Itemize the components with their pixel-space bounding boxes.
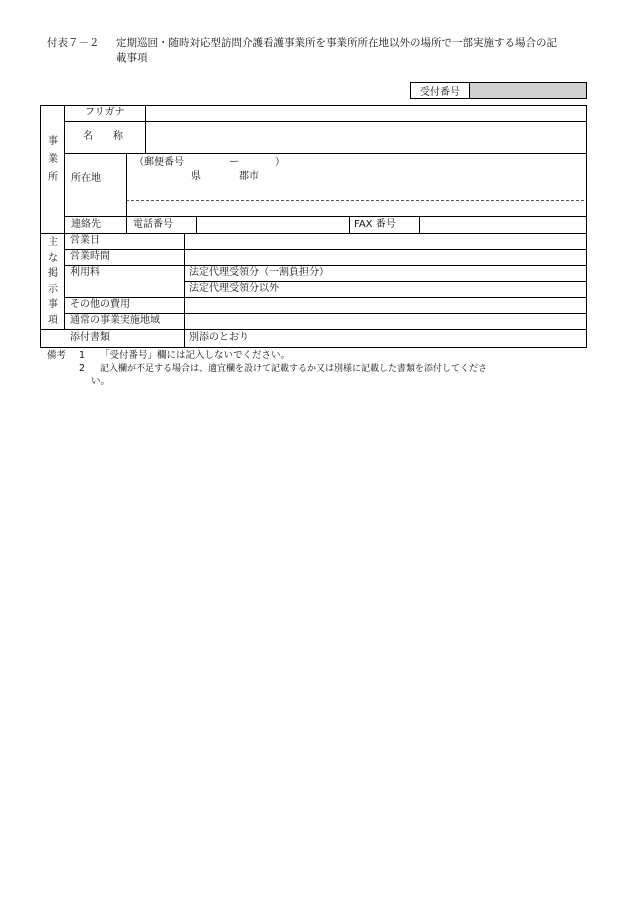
form-title-text: 定期巡回・随時対応型訪問介護看護事業所を事業所所在地以外の場所で一部実施する場合の記載事項 [116,37,557,64]
contact-label: 連絡先 [71,219,101,230]
postal-code-open: （郵便番号 [134,157,184,168]
fax-field[interactable] [421,217,584,233]
receipt-number-label: 受付番号 [411,83,470,98]
name-field[interactable] [147,122,584,153]
other-costs-label: その他の費用 [70,299,130,310]
phone-field[interactable] [198,217,348,233]
remark-2-text: 記入欄が不足する場合は、適宜欄を設けて記載するか又は別様に記載した書類を添付してくださ [100,364,488,374]
fees-label: 利用料 [70,267,100,278]
remark-2-text-continued: い。 [91,376,111,387]
remarks-label: 備考 [47,350,67,361]
name-label: 名 称 [83,131,123,142]
office-section-label: 事 業 所 [48,136,58,183]
furigana-label: フリガナ [85,107,125,118]
posted-items-section-label: 主 な 掲 示 事 項 [48,237,58,326]
business-hours-label: 営業時間 [70,251,110,262]
remark-1-number: 1 [79,350,86,361]
receipt-number-box [410,82,587,99]
attachments-value: 別添のとおり [189,332,249,343]
attachments-label: 添付書類 [70,332,110,343]
postal-code-dash: ー [229,157,239,168]
receipt-number-field[interactable] [470,83,586,98]
phone-label: 電話番号 [133,219,173,230]
prefecture-label: 県 [191,171,201,182]
form-number: 付表７－２ [47,37,100,49]
service-area-label: 通常の事業実施地域 [70,315,160,326]
fees-other-label: 法定代理受領分以外 [189,283,279,294]
city-label: 郡市 [239,171,259,182]
business-days-label: 営業日 [70,235,100,246]
fees-statutory-label: 法定代理受領分（一割負担分） [189,267,329,278]
form-table [40,105,587,348]
remark-1-text: 「受付番号」欄には記入しないでください。 [100,350,291,361]
address-label: 所在地 [71,173,101,184]
remark-2-number: 2 [79,363,86,374]
fax-label: FAX 番号 [354,219,396,230]
postal-code-close: ） [275,157,285,168]
furigana-field[interactable] [147,106,584,121]
